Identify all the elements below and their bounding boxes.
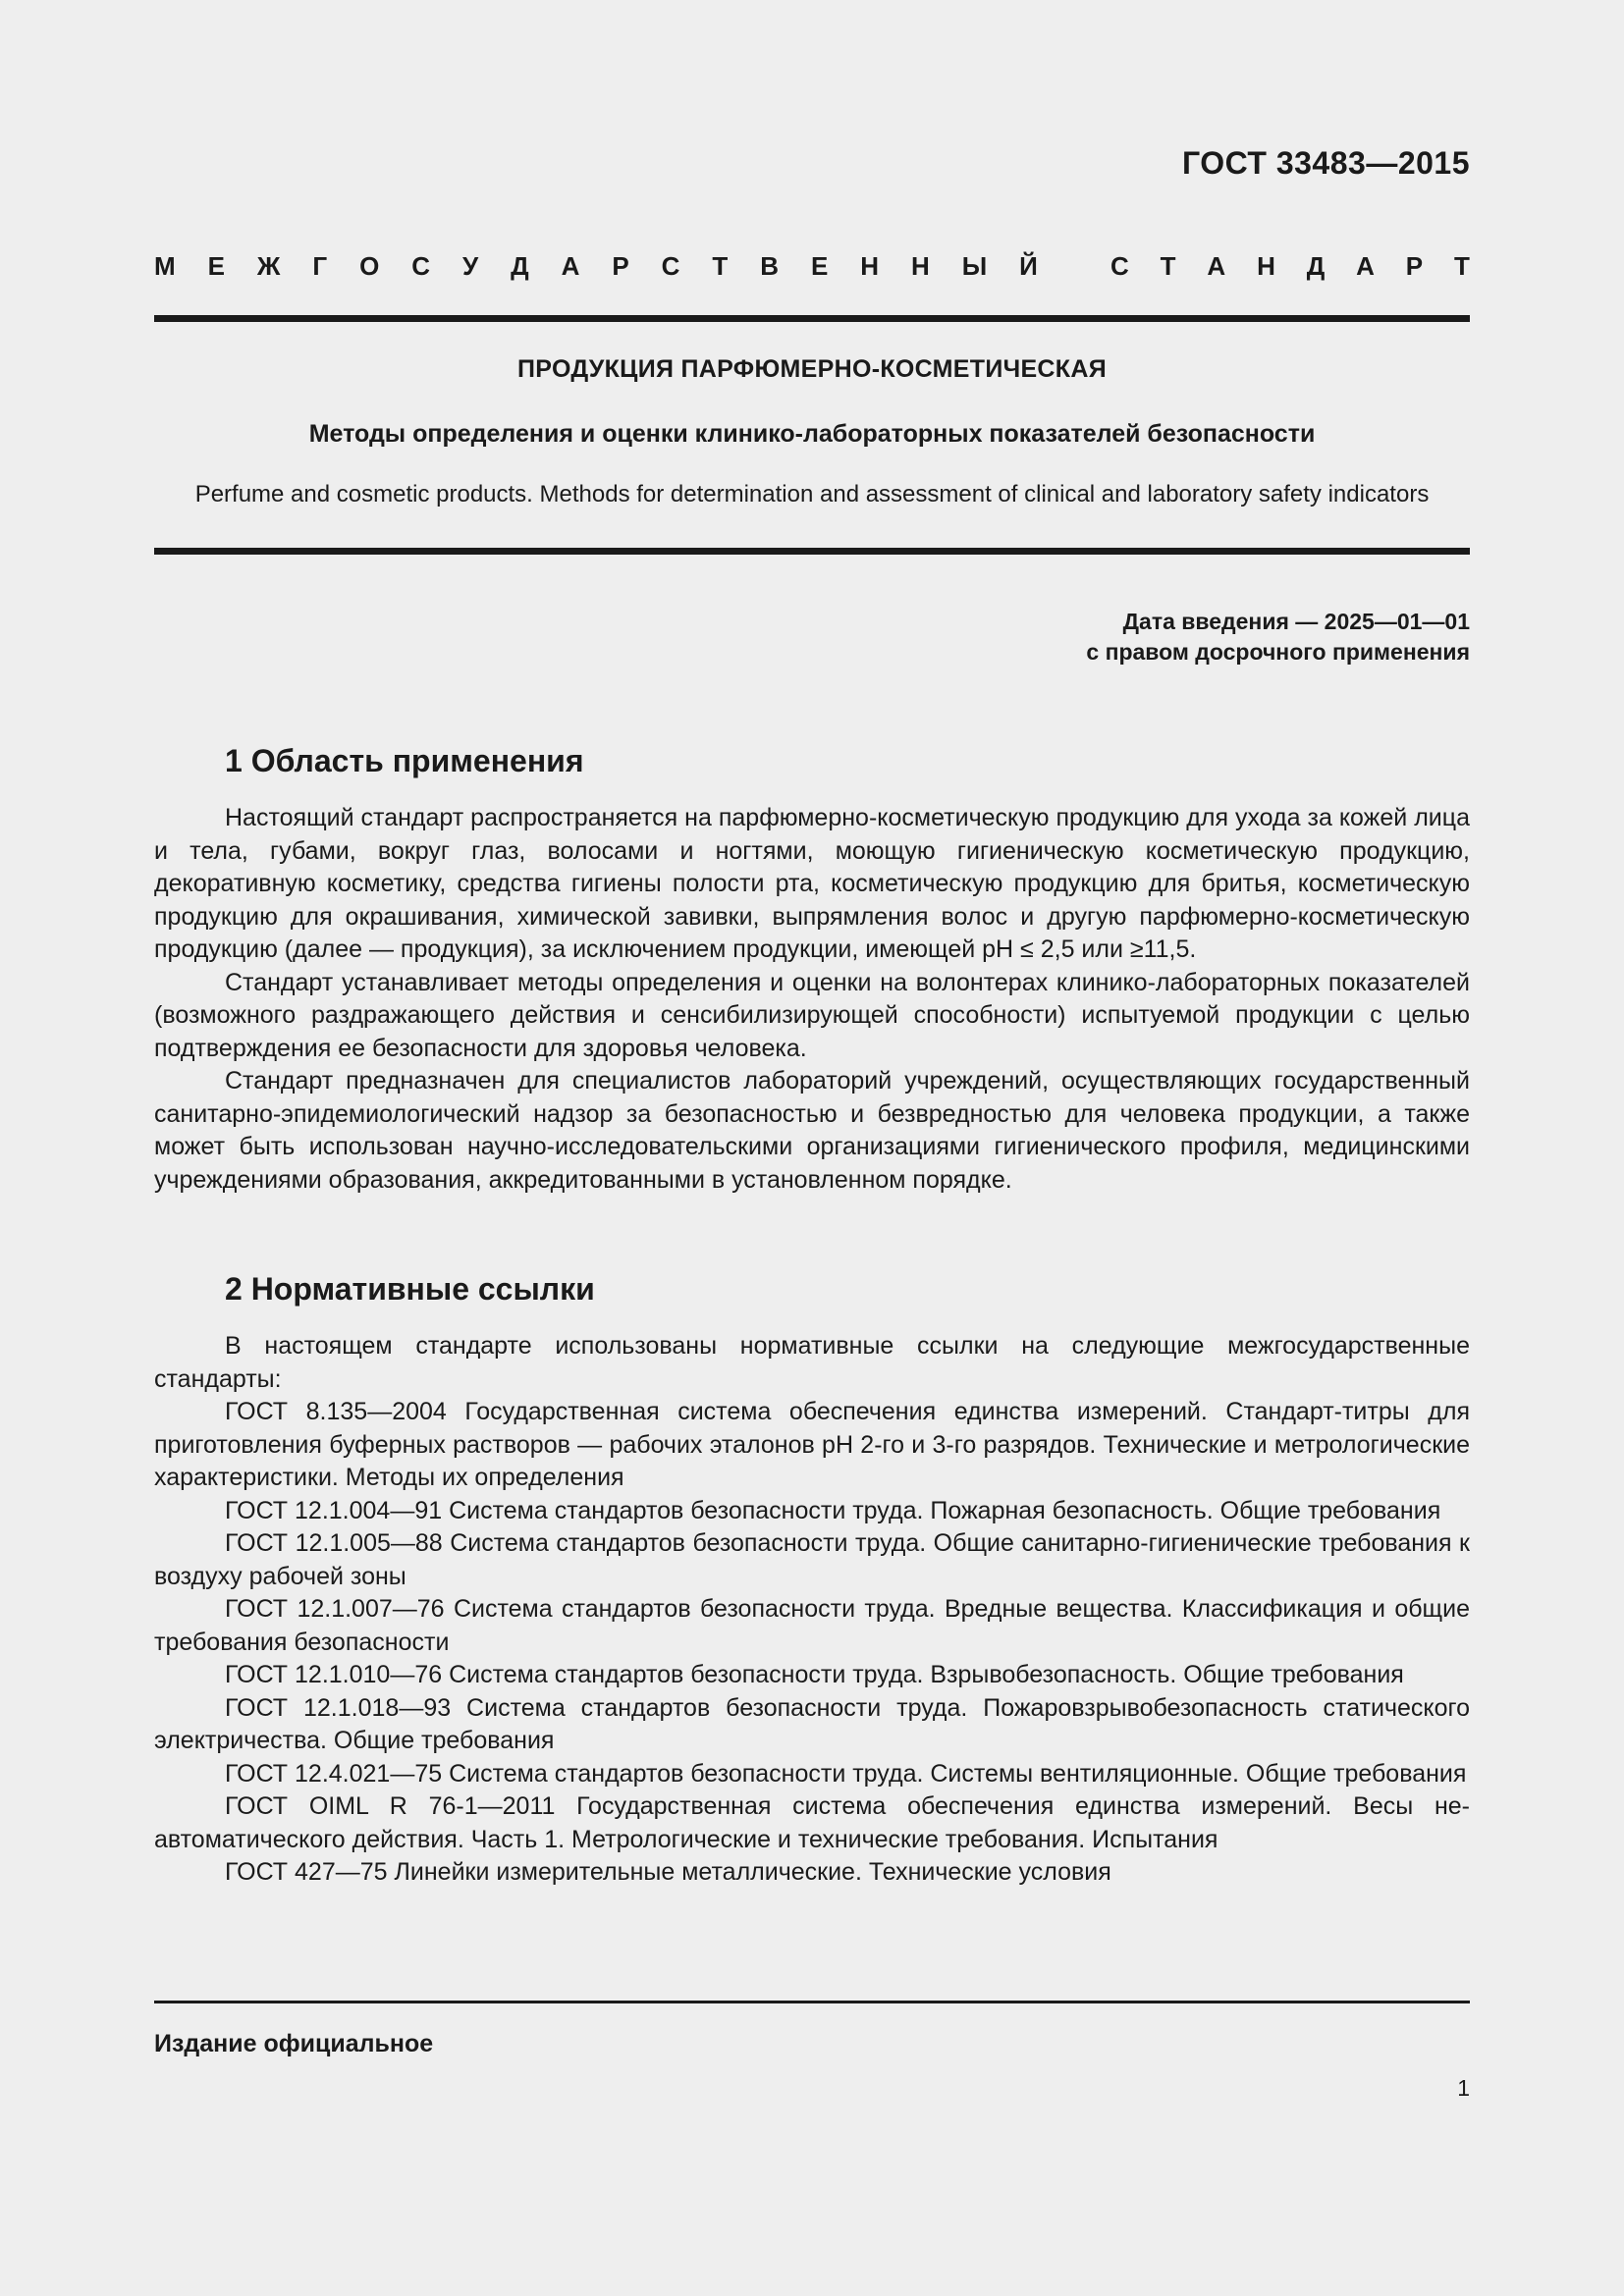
top-thick-rule	[154, 315, 1470, 322]
document-title-english: Perfume and cosmetic products. Methods for determination and assessment of clinical and laboratory safety indicators	[194, 481, 1430, 507]
banner-letter: Й	[1019, 251, 1038, 281]
document-subtitle: Методы определения и оценки клинико-лабораторных показателей безопасности	[308, 420, 1316, 448]
reference-item: ГОСТ 8.135—2004 Государственная система обеспечения единства измерений. Стандарт-титры для приготовления буферных растворов — рабочих эталонов рН 2-го и 3-го разрядов. Технические и метрологические характеристики. Методы их определения	[154, 1398, 1470, 1491]
section-heading-scope: 1 Область применения	[225, 743, 584, 778]
banner-letter: Ы	[961, 251, 988, 281]
banner-letter: С	[661, 251, 680, 281]
reference-item: ГОСТ 12.4.021—75 Система стандартов безопасности труда. Системы вентиляционные. Общие требования	[225, 1759, 1467, 1788]
reference-item: ГОСТ 12.1.018—93 Система стандартов безопасности труда. Пожаровзрывобезопасность статического электричества. Общие требования	[154, 1693, 1470, 1754]
paragraph: В настоящем стандарте использованы нормативные ссылки на следующие межгосударственные стандарты:	[154, 1332, 1470, 1393]
reference-item: ГОСТ 12.1.005—88 Система стандартов безопасности труда. Общие санитарно-гигиенические требования к воздуху рабочей зоны	[154, 1529, 1470, 1590]
banner-letter: Н	[911, 251, 930, 281]
document-title: ПРОДУКЦИЯ ПАРФЮМЕРНО-КОСМЕТИЧЕСКАЯ	[517, 355, 1107, 383]
section-body-normative-references	[154, 1330, 1470, 1890]
paragraph: Стандарт устанавливает методы определения и оценки на волонтерах клинико-лабораторных показателей (возможного раздражающего действия и сенсибилизирующей способности) испытуемой продукции с целью подтверждения ее безопасности для здоровья человека.	[154, 968, 1470, 1062]
title-bottom-rule	[154, 548, 1470, 555]
banner-letter: Г	[312, 251, 328, 281]
paragraph: Стандарт предназначен для специалистов лабораторий учреждений, осуществляющих государственный санитарно-эпидемиологический надзор за безопасностью и безвредностью для человека продукции, а также может быть использован научно-исследовательскими организациями гигиенического профиля, медицинскими учреждениями образования, аккредитованными в установленном порядке.	[154, 1067, 1470, 1194]
banner-letter: А	[1207, 251, 1226, 281]
reference-item: ГОСТ 12.1.007—76 Система стандартов безопасности труда. Вредные вещества. Классификация и общие требования безопасности	[154, 1595, 1470, 1656]
reference-item: ГОСТ 12.1.010—76 Система стандартов безопасности труда. Взрывобезопасность. Общие требования	[225, 1661, 1404, 1688]
banner-letter: В	[760, 251, 780, 281]
banner-letter: Р	[1405, 251, 1424, 281]
banner-letter: Т	[1160, 251, 1176, 281]
banner-letter: М	[154, 251, 176, 281]
banner-letter: Д	[511, 251, 529, 281]
paragraph: Настоящий стандарт распространяется на парфюмерно-косметическую продукцию для ухода за кожей лица и тела, губами, вокруг глаз, волосами и ногтями, моющую гигиеническую косметическую продукцию, декоративную косметику, средства гигиены полости рта, косметическую продукцию для бритья, косметическую продукцию для окрашивания, химической завивки, выпрямления волос и другую парфюмерно-косметическую продукцию (далее — продукция), за исключением продукции, имеющей рН ≤ 2,5 или ≥11,5.	[154, 804, 1470, 963]
banner-letter: Н	[1257, 251, 1275, 281]
banner-letter: Р	[612, 251, 629, 281]
banner-letter: Ж	[256, 251, 281, 281]
reference-item: ГОСТ 427—75 Линейки измерительные металлические. Технические условия	[225, 1858, 1111, 1886]
banner-letter: У	[462, 251, 479, 281]
banner-letter: Т	[712, 251, 729, 281]
banner-letter: С	[411, 251, 431, 281]
banner-letter: Т	[1454, 251, 1470, 281]
banner-letter: О	[359, 251, 380, 281]
early-application-note: с правом досрочного применения	[1086, 639, 1470, 665]
introduction-date	[1086, 607, 1470, 667]
banner-letter: А	[561, 251, 580, 281]
banner-letter: Д	[1306, 251, 1326, 281]
banner-letter: Е	[207, 251, 225, 281]
official-edition-label: Издание официальное	[154, 2030, 434, 2057]
standard-type-word1	[154, 251, 1038, 282]
introduction-date-line: Дата введения — 2025—01—01	[1122, 609, 1470, 634]
standard-type-word2	[1110, 251, 1470, 282]
footer-rule	[154, 2001, 1470, 2003]
reference-item: ГОСТ OIML R 76-1—2011 Государственная система обеспечения единства измерений. Весы неавтоматического действия. Часть 1. Метрологические и технические требования. Испытания	[154, 1792, 1470, 1853]
section-body-scope	[154, 802, 1470, 1197]
page-number: 1	[1457, 2075, 1470, 2101]
reference-item: ГОСТ 12.1.004—91 Система стандартов безопасности труда. Пожарная безопасность. Общие требования	[225, 1496, 1441, 1524]
standard-type-banner	[154, 251, 1470, 282]
banner-letter: Н	[860, 251, 880, 281]
banner-letter: Е	[810, 251, 829, 281]
section-heading-normative-references: 2 Нормативные ссылки	[225, 1271, 595, 1307]
banner-letter: А	[1356, 251, 1375, 281]
banner-letter: С	[1110, 251, 1129, 281]
document-number: ГОСТ 33483—2015	[1181, 145, 1470, 181]
